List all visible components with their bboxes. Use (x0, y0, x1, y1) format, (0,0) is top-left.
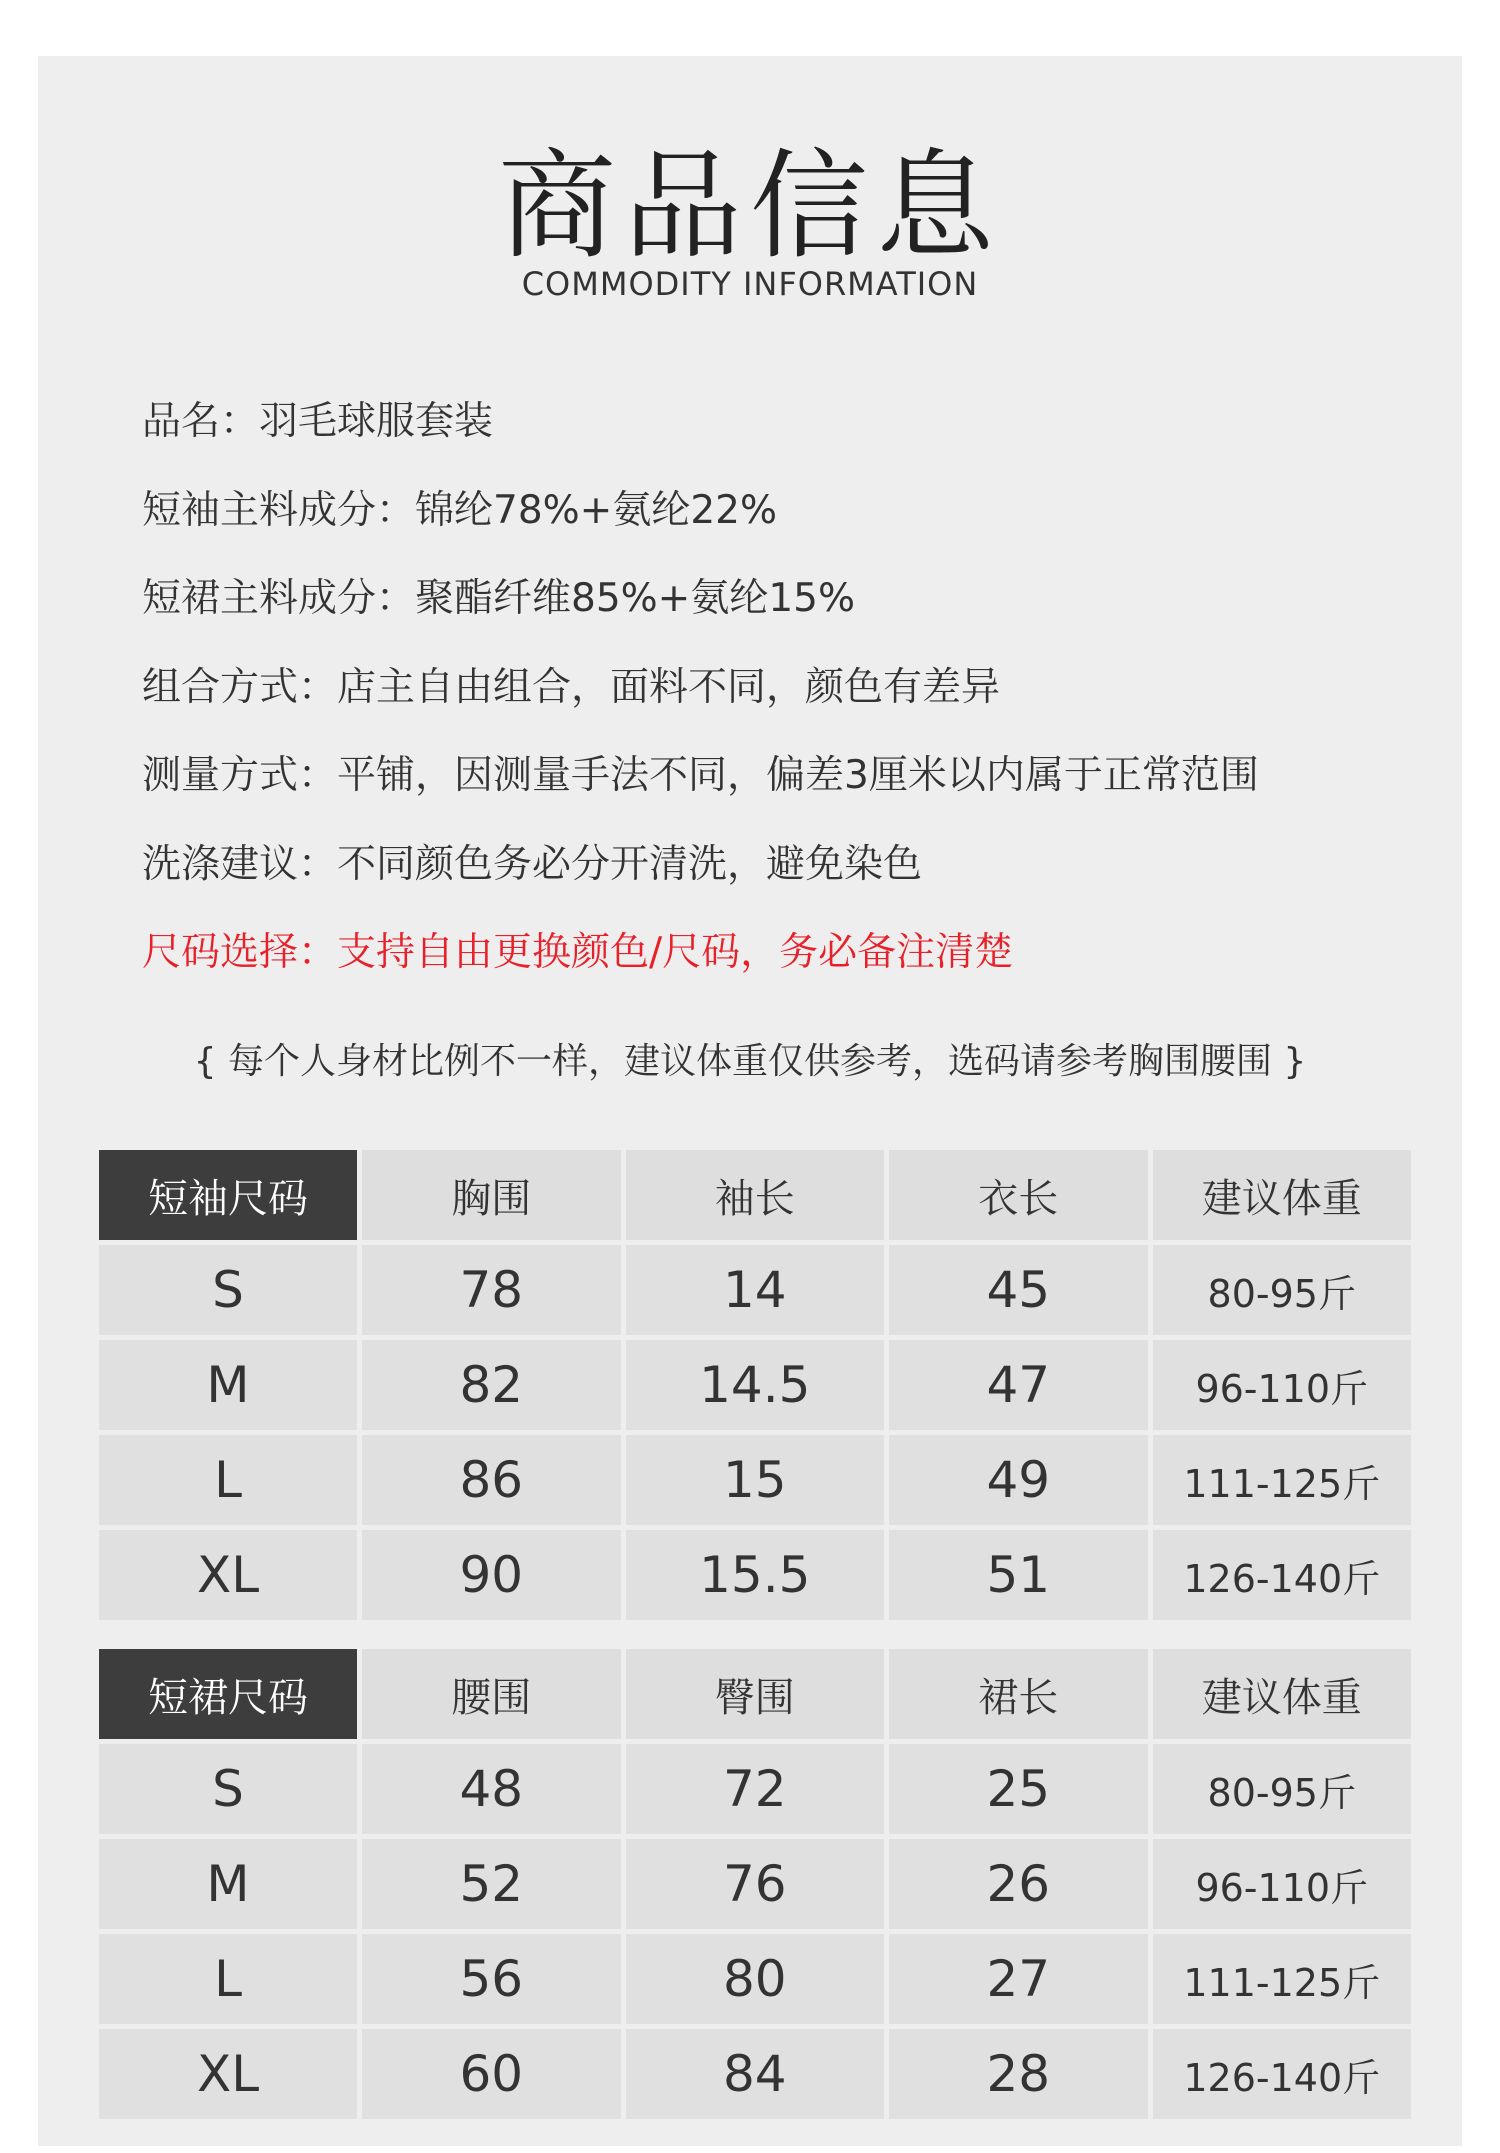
table-cell: 14 (626, 1245, 885, 1335)
info-line-combination: 组合方式：店主自由组合，面料不同，颜色有差异 (142, 664, 1001, 710)
table-row (99, 1340, 1411, 1430)
product-info-list (142, 378, 1462, 998)
table-cell: 14.5 (626, 1340, 885, 1430)
size-note: { 每个人身材比例不一样，建议体重仅供参考，选码请参考胸围腰围 } (193, 1041, 1307, 1082)
table-cell: 49 (889, 1435, 1148, 1525)
table-header-cell: 袖长 (626, 1150, 885, 1240)
info-line-shirt-material: 短袖主料成分：锦纶78%+氨纶22% (142, 487, 778, 533)
table-cell: 60 (362, 2029, 621, 2119)
table-cell: 27 (889, 1934, 1148, 2024)
table-cell: L (99, 1934, 357, 2024)
table-cell: M (99, 1340, 357, 1430)
table-cell: 76 (626, 1839, 885, 1929)
table-cell: 15.5 (626, 1530, 885, 1620)
info-line-skirt-material: 短裙主料成分：聚酯纤维85%+氨纶15% (142, 576, 856, 621)
skirt-size-table (94, 1644, 1416, 2124)
table-header-cell: 建议体重 (1153, 1150, 1412, 1240)
table-cell: 51 (889, 1530, 1148, 1620)
table-header-cell: 臀围 (626, 1649, 885, 1739)
table-header-cell: 衣长 (889, 1150, 1148, 1240)
table-row (99, 1435, 1411, 1525)
info-line-size-selection: 尺码选择：支持自由更换颜色/尺码，务必备注清楚 (142, 930, 1014, 975)
table-row (99, 1744, 1411, 1834)
table-cell: L (99, 1435, 357, 1525)
table-row (99, 1934, 1411, 2024)
table-cell: 15 (626, 1435, 885, 1525)
table-header-cell: 建议体重 (1153, 1649, 1412, 1739)
table-cell: 26 (889, 1839, 1148, 1929)
table-cell: 126-140斤 (1153, 2029, 1412, 2119)
table-cell: 96-110斤 (1153, 1839, 1412, 1929)
table-cell: 28 (889, 2029, 1148, 2119)
table-header-cell: 短袖尺码 (99, 1150, 357, 1240)
page-subtitle: COMMODITY INFORMATION (521, 265, 979, 303)
product-info-card (38, 56, 1462, 2146)
table-cell: 111-125斤 (1153, 1934, 1412, 2024)
table-row (99, 2029, 1411, 2119)
table-cell: 56 (362, 1934, 621, 2024)
table-cell: 111-125斤 (1153, 1435, 1412, 1525)
table-cell: M (99, 1839, 357, 1929)
table-cell: XL (99, 1530, 357, 1620)
table-header-cell: 裙长 (889, 1649, 1148, 1739)
table-cell: S (99, 1744, 357, 1834)
table-cell: 52 (362, 1839, 621, 1929)
page-title: 商品信息 (497, 137, 1002, 275)
table-row (99, 1245, 1411, 1335)
table-cell: 96-110斤 (1153, 1340, 1412, 1430)
table-cell: 90 (362, 1530, 621, 1620)
table-cell: 45 (889, 1245, 1148, 1335)
table-header-row (99, 1649, 1411, 1739)
table-cell: 126-140斤 (1153, 1530, 1412, 1620)
table-cell: 48 (362, 1744, 621, 1834)
info-line-measurement: 测量方式：平铺，因测量手法不同，偏差3厘米以内属于正常范围 (142, 753, 1259, 798)
info-line-washing: 洗涤建议：不同颜色务必分开清洗，避免染色 (142, 841, 923, 887)
table-cell: 47 (889, 1340, 1148, 1430)
table-row (99, 1839, 1411, 1929)
shirt-size-table (94, 1145, 1416, 1625)
table-cell: 80 (626, 1934, 885, 2024)
table-row (99, 1530, 1411, 1620)
table-cell: 82 (362, 1340, 621, 1430)
info-line-product-name: 品名：羽毛球服套装 (142, 399, 494, 444)
table-cell: 84 (626, 2029, 885, 2119)
table-cell: 78 (362, 1245, 621, 1335)
table-cell: 25 (889, 1744, 1148, 1834)
table-header-cell: 短裙尺码 (99, 1649, 357, 1739)
table-cell: 80-95斤 (1153, 1245, 1412, 1335)
table-cell: S (99, 1245, 357, 1335)
table-cell: 72 (626, 1744, 885, 1834)
table-header-cell: 胸围 (362, 1150, 621, 1240)
table-cell: 80-95斤 (1153, 1744, 1412, 1834)
table-header-row (99, 1150, 1411, 1240)
table-cell: 86 (362, 1435, 621, 1525)
table-cell: XL (99, 2029, 357, 2119)
table-header-cell: 腰围 (362, 1649, 621, 1739)
